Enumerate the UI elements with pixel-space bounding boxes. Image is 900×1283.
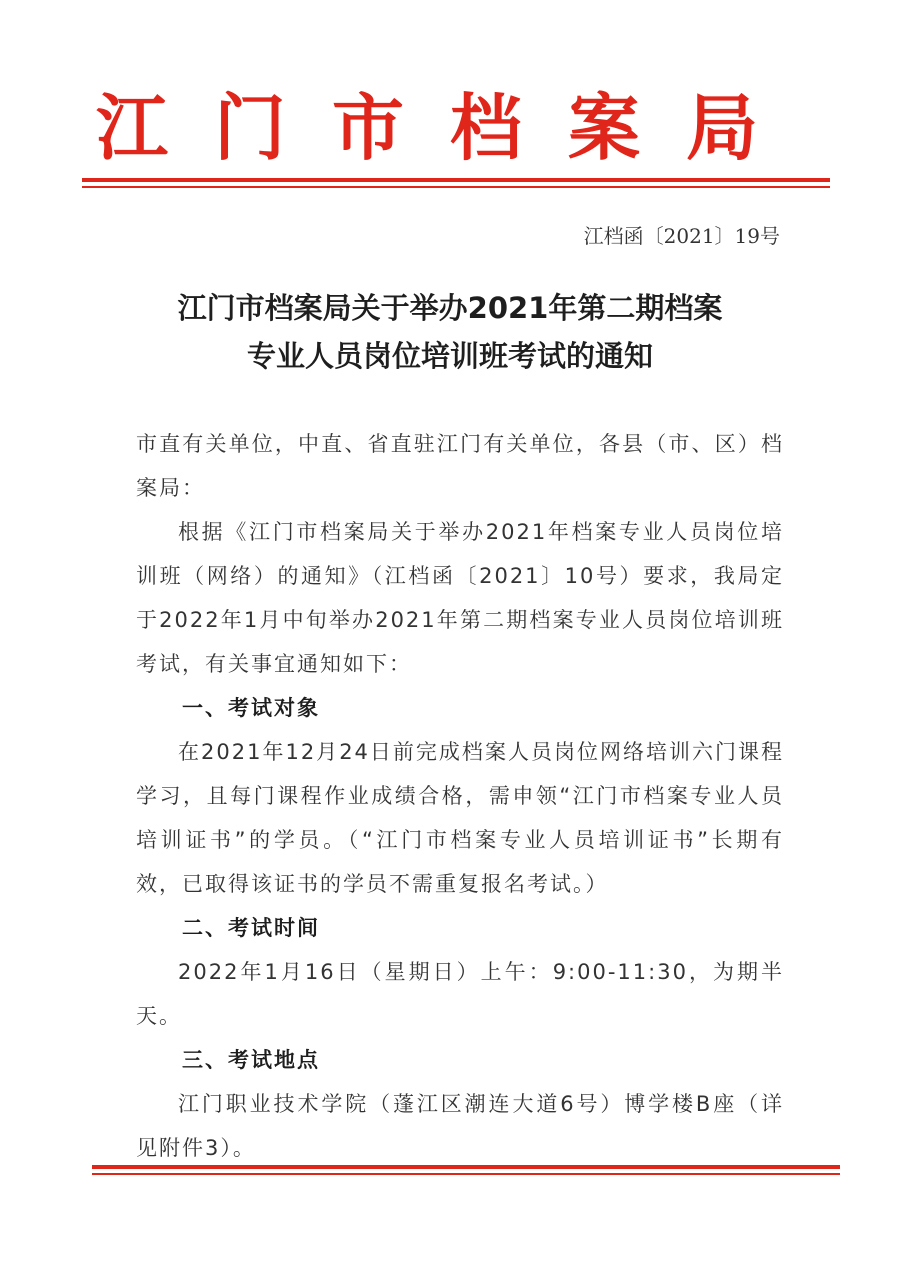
section-3-heading: 三、考试地点 [182,1048,320,1072]
notice-title [100,284,800,380]
section-1-text: 在2021年12月24日前完成档案人员岗位网络培训六门课程学习，且每门课程作业成绩合格，需申领“江门市档案专业人员培训证书”的学员。（“江门市档案专业人员培训证书”长期有效，已取得该证书的学员不需重复报名考试。） [136,740,784,896]
notice-title-line-2: 专业人员岗位培训班考试的通知 [246,339,653,373]
notice-title-line-1: 江门市档案局关于举办2021年第二期档案 [177,291,723,325]
addressee: 市直有关单位，中直、省直驻江门有关单位，各县（市、区）档案局： [136,432,784,500]
notice-body [136,422,784,1170]
section-2-text: 2022年1月16日（星期日）上午：9:00-11:30，为期半天。 [136,960,784,1028]
section-2-heading: 二、考试时间 [182,916,320,940]
header-red-rule-thick [82,178,830,182]
section-1-heading: 一、考试对象 [182,696,320,720]
org-header-title: 江门市档案局 [95,85,804,170]
intro-paragraph: 根据《江门市档案局关于举办2021年档案专业人员岗位培训班（网络）的通知》（江档函〔2021〕10号）要求，我局定于2022年1月中旬举办2021年第二期档案专业人员岗位培训班考试，有关事宜通知如下： [136,520,784,676]
header-red-rule-thin [82,186,830,188]
section-3-text: 江门职业技术学院（蓬江区潮连大道6号）博学楼B座（详见附件3）。 [136,1092,784,1160]
footer-red-rule-thick [92,1165,840,1169]
footer-red-rule-thin [92,1173,840,1175]
document-number: 江档函〔2021〕19号 [583,224,780,248]
